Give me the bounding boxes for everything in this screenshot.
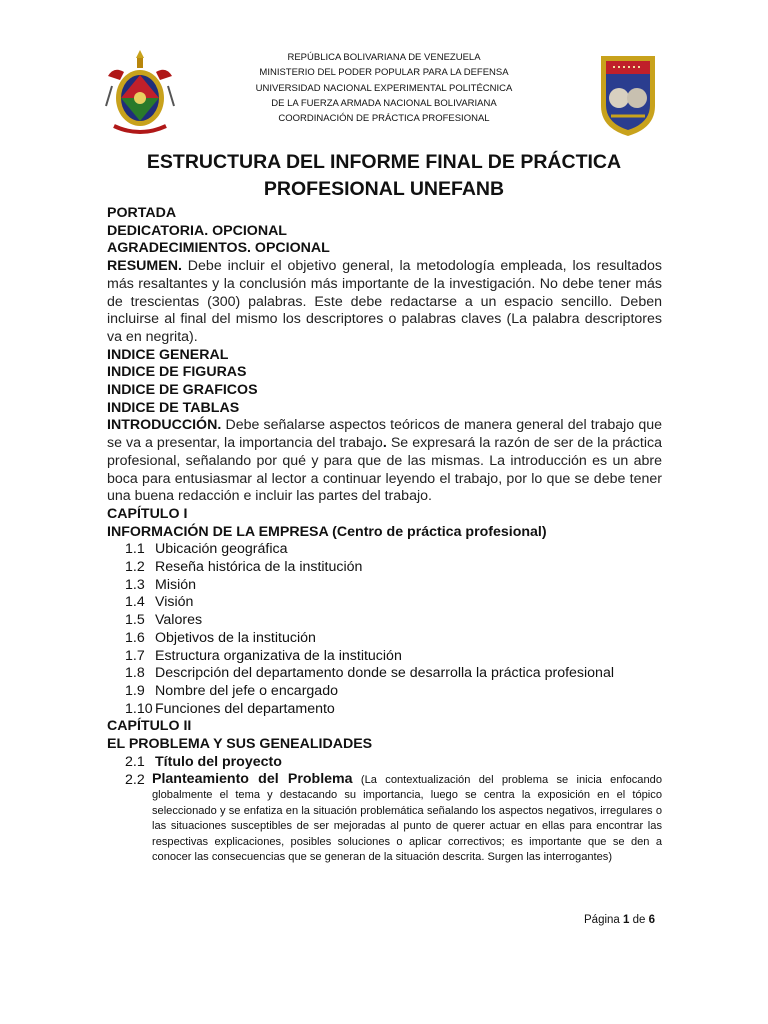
item-text: Funciones del departamento (155, 700, 335, 717)
section-indice-figuras: INDICE DE FIGURAS (107, 364, 247, 381)
list-item (107, 594, 662, 612)
problem-description: (La contextualización del problema se inicia enfocando globalmente el tema y destacando su importancia, luego se centra la exposición en el tópico seleccionado y se enfatiza en la situación problemática señalando los aspectos negativos, irregulares o las situaciones susceptibles de ser mejoradas al punto de querer actuar en ellas para encontrar las respectivas explicaciones, posibles soluciones o aplicar correctivos; es importante que se den a conocer las consecuencias que se generan de la situación descrita. Surgen las interrogantes) (152, 773, 662, 863)
item-text: Visión (155, 594, 194, 611)
list-item (107, 648, 662, 666)
section-indice-graficos: INDICE DE GRAFICOS (107, 382, 258, 399)
list-item-problem (107, 772, 662, 866)
section-indice-tablas: INDICE DE TABLAS (107, 399, 240, 416)
introduccion-text-b: Se expresará la razón de ser de la práctica profesional, señalando por qué y para que de las mismas. La introducción es un abre boca para entusiasmar al lector a continuar leyendo el trabajo, por lo que se debe tener una buena redacción e incluir las partes del trabajo. (107, 435, 662, 505)
header-line: REPÚBLICA BOLIVARIANA DE VENEZUELA (287, 52, 481, 63)
item-text: Estructura organizativa de la institución (155, 647, 402, 664)
chapter-1-title: INFORMACIÓN DE LA EMPRESA (Centro de práctica profesional) (107, 523, 547, 540)
chapter-1-label: CAPÍTULO I (107, 505, 188, 522)
chapter-2-title: EL PROBLEMA Y SUS GENEALIDADES (107, 736, 373, 753)
item-number: 1.3 (125, 576, 145, 593)
list-item (107, 577, 662, 595)
item-text: Objetivos de la institución (155, 629, 316, 646)
introduccion-heading: INTRODUCCIÓN. (107, 417, 222, 434)
section-indice-general: INDICE GENERAL (107, 346, 229, 363)
footer-current-page: 1 (623, 914, 630, 926)
problem-text-block (152, 772, 662, 866)
item-text: Misión (155, 576, 196, 593)
item-number: 1.10 (125, 700, 153, 717)
resumen-text: Debe incluir el objetivo general, la metodología empleada, los resultados más resaltantes y la conclusión más importante de la investigación. No debe tener más de trescientas (300) palabras. Este debe redactarse a un espacio sencillo. Deben incluirse al final del mismo los descriptores o palabras claves (La palabra descriptores va en negrita). (107, 258, 663, 345)
item-text: Título del proyecto (155, 753, 282, 770)
item-number: 1.4 (125, 594, 145, 611)
item-text: Reseña histórica de la institución (155, 559, 363, 576)
header-line: UNIVERSIDAD NACIONAL EXPERIMENTAL POLITÉCNICA (255, 82, 513, 94)
footer-total-pages: 6 (648, 914, 656, 926)
item-number: 1.6 (125, 629, 145, 646)
introduccion-dot: . (382, 435, 387, 452)
footer-pagina-label: Página (584, 914, 620, 926)
chapter-2-label: CAPÍTULO II (107, 718, 192, 735)
title-line-1: ESTRUCTURA DEL INFORME FINAL DE PRÁCTICA (146, 151, 622, 173)
list-item (107, 630, 662, 648)
header-line: DE LA FUERZA ARMADA NACIONAL BOLIVARIANA (271, 97, 497, 109)
section-agradecimientos: AGRADECIMIENTOS. OPCIONAL (107, 240, 330, 257)
item-number: 1.5 (125, 612, 145, 629)
item-text: Descripción del departamento donde se desarrolla la práctica profesional (155, 665, 614, 682)
document-title (60, 149, 708, 203)
list-item (107, 541, 662, 559)
section-portada: PORTADA (107, 205, 177, 221)
list-item (107, 683, 662, 701)
list-item (107, 612, 662, 630)
section-resumen (107, 258, 662, 347)
problem-heading: Planteamiento del Problema (152, 770, 353, 787)
section-introduccion (107, 417, 662, 506)
item-number: 1.2 (125, 559, 145, 576)
section-dedicatoria: DEDICATORIA. OPCIONAL (107, 222, 287, 239)
document-body (107, 205, 662, 866)
header-line: COORDINACIÓN DE PRÁCTICA PROFESIONAL (278, 113, 490, 125)
item-number: 1.9 (125, 682, 145, 699)
item-text: Ubicación geográfica (155, 541, 288, 558)
item-number: 1.8 (125, 665, 145, 682)
item-number: 1.1 (125, 541, 145, 558)
footer-de-label: de (632, 914, 646, 926)
resumen-heading: RESUMEN. (107, 258, 182, 275)
item-text: Valores (155, 612, 203, 629)
item-number: 1.7 (125, 647, 145, 664)
list-item (107, 701, 662, 719)
list-item (107, 665, 662, 683)
institution-header (0, 50, 768, 126)
title-line-2: PROFESIONAL UNEFANB (263, 178, 505, 200)
introduccion-text-a: Debe señalarse aspectos teóricos de manera general del trabajo que se va a presentar, la importancia del trabajo (107, 417, 662, 452)
page-number (584, 914, 655, 926)
header-line: MINISTERIO DEL PODER POPULAR PARA LA DEFENSA (259, 67, 509, 79)
item-number: 2.1 (125, 753, 145, 770)
list-item (107, 559, 662, 577)
list-item (107, 754, 662, 772)
item-number: 2.2 (125, 771, 145, 788)
item-text: Nombre del jefe o encargado (155, 682, 338, 699)
chapter-1-list (107, 541, 662, 718)
